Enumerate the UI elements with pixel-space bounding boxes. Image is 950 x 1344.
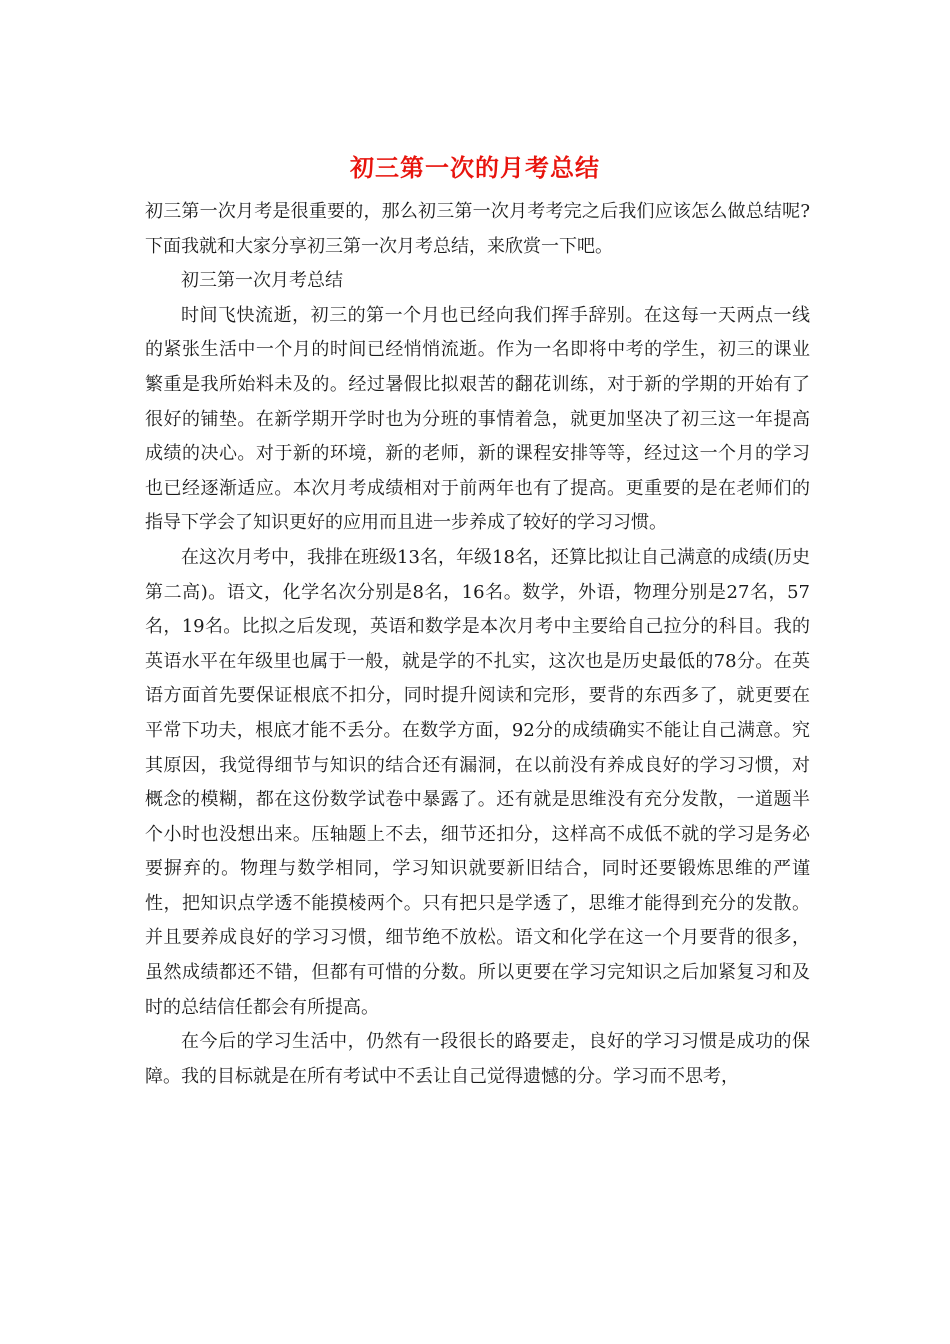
document-title: 初三第一次的月考总结: [350, 153, 600, 182]
body-paragraph-1: 时间飞快流逝，初三的第一个月也已经向我们挥手辞别。在这每一天两点一线的紧张生活中一个月的时间已经悄悄流逝。作为一名即将中考的学生，初三的课业繁重是我所始料未及的。经过暑假比拟艰苦的翻花训练，对于新的学期的开始有了很好的铺垫。在新学期开学时也为分班的事情着急，就更加坚决了初三这一年提高成绩的决心。对于新的环境，新的老师，新的课程安排等等，经过这一个月的学习也已经逐渐适应。本次月考成绩相对于前两年也有了提高。更重要的是在老师们的指导下学会了知识更好的应用而且进一步养成了较好的学习习惯。: [145, 304, 810, 534]
section-subtitle: 初三第一次月考总结: [181, 270, 343, 292]
body-paragraph-3: 在今后的学习生活中，仍然有一段很长的路要走，良好的学习习惯是成功的保障。我的目标就是在所有考试中不丢让自己觉得遗憾的分。学习而不思考，: [145, 1031, 810, 1087]
body-paragraph-2: 在这次月考中，我排在班级13名，年级18名，还算比拟让自己满意的成绩(历史第二高)。语文，化学名次分别是8名，16名。数学，外语，物理分别是27名，57名，19名。比拟之后发现，英语和数学是本次月考中主要给自己拉分的科目。我的英语水平在年级里也属于一般，就是学的不扎实，这次也是历史最低的78分。在英语方面首先要保证根底不扣分，同时提升阅读和完形，要背的东西多了，就更要在平常下功夫，根底才能不丢分。在数学方面，92分的成绩确实不能让自己满意。究其原因，我觉得细节与知识的结合还有漏洞，在以前没有养成良好的学习习惯，对概念的模糊，都在这份数学试卷中暴露了。还有就是思维没有充分发散，一道题半个小时也没想出来。压轴题上不去，细节还扣分，这样高不成低不就的学习是务必要摒弃的。物理与数学相同，学习知识就要新旧结合，同时还要锻炼思维的严谨性，把知识点学透不能摸棱两个。只有把只是学透了，思维才能得到充分的发散。并且要养成良好的学习习惯，细节绝不放松。语文和化学在这一个月要背的很多，虽然成绩都还不错，但都有可惜的分数。所以更要在学习完知识之后加紧复习和及时的总结信任都会有所提高。: [145, 546, 810, 1018]
document-body: [145, 195, 810, 1094]
intro-paragraph: 初三第一次月考是很重要的，那么初三第一次月考考完之后我们应该怎么做总结呢?下面我就和大家分享初三第一次月考总结，来欣赏一下吧。: [145, 201, 810, 257]
